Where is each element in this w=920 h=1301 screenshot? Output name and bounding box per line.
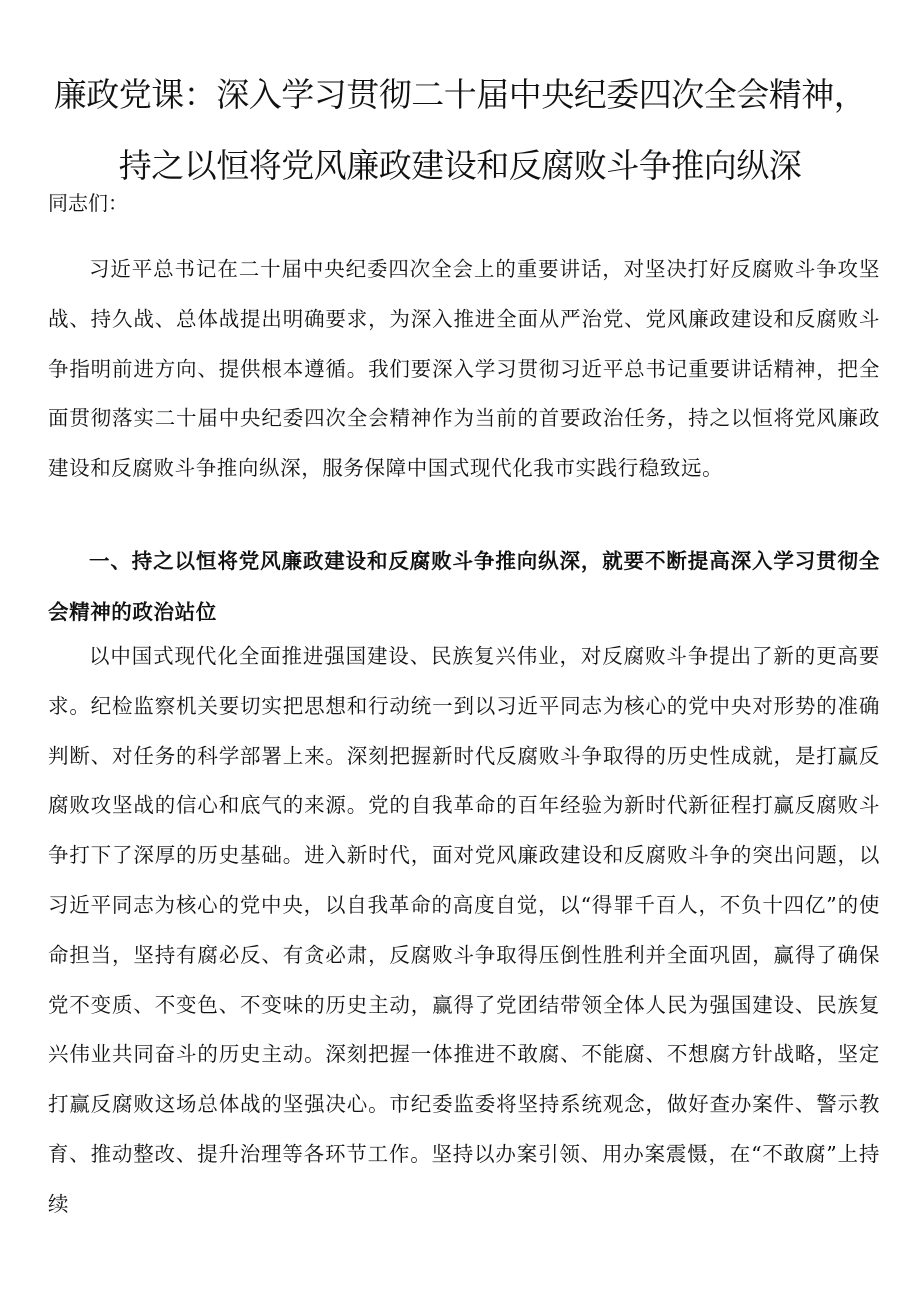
salutation: 同志们： <box>48 191 128 215</box>
document-title-line-1: 廉政党课：深入学习贯彻二十届中央纪委四次全会精神， <box>53 75 867 114</box>
body-paragraph-2: 以中国式现代化全面推进强国建设、民族复兴伟业，对反腐败斗争提出了新的更高要求。纪检监察机关要切实把思想和行动统一到以习近平同志为核心的党中央对形势的准确判断、对任务的科学部署上来。深刻把握新时代反腐败斗争取得的历史性成就，是打赢反腐败攻坚战的信心和底气的来源。党的自我革命的百年经验为新时代新征程打赢反腐败斗争打下了深厚的历史基础。进入新时代，面对党风廉政建设和反腐败斗争的突出问题，以习近平同志为核心的党中央，以自我革命的高度自觉，以“得罪千百人，不负十四亿”的使命担当，坚持有腐必反、有贪必肃，反腐败斗争取得压倒性胜利并全面巩固，赢得了确保党不变质、不变色、不变味的历史主动，赢得了党团结带领全体人民为强国建设、民族复兴伟业共同奋斗的历史主动。深刻把握一体推进不敢腐、不能腐、不想腐方针战略，坚定打赢反腐败这场总体战的坚强决心。市纪委监委将坚持系统观念，做好查办案件、警示教育、推动整改、提升治理等各环节工作。坚持以办案引领、用办案震慑，在“不敢腐”上持续 <box>48 644 880 1216</box>
document-title-line-2: 持之以恒将党风廉政建设和反腐败斗争推向纵深 <box>118 146 802 185</box>
section-heading-1: 一、持之以恒将党风廉政建设和反腐败斗争推向纵深，就要不断提高深入学习贯彻全会精神的政治站位 <box>48 549 880 624</box>
body-paragraph-1: 习近平总书记在二十届中央纪委四次全会上的重要讲话，对坚决打好反腐败斗争攻坚战、持久战、总体战提出明确要求，为深入推进全面从严治党、党风廉政建设和反腐败斗争指明前进方向、提供根本遵循。我们要深入学习贯彻习近平总书记重要讲话精神，把全面贯彻落实二十届中央纪委四次全会精神作为当前的首要政治任务，持之以恒将党风廉政建设和反腐败斗争推向纵深，服务保障中国式现代化我市实践行稳致远。 <box>48 257 880 481</box>
